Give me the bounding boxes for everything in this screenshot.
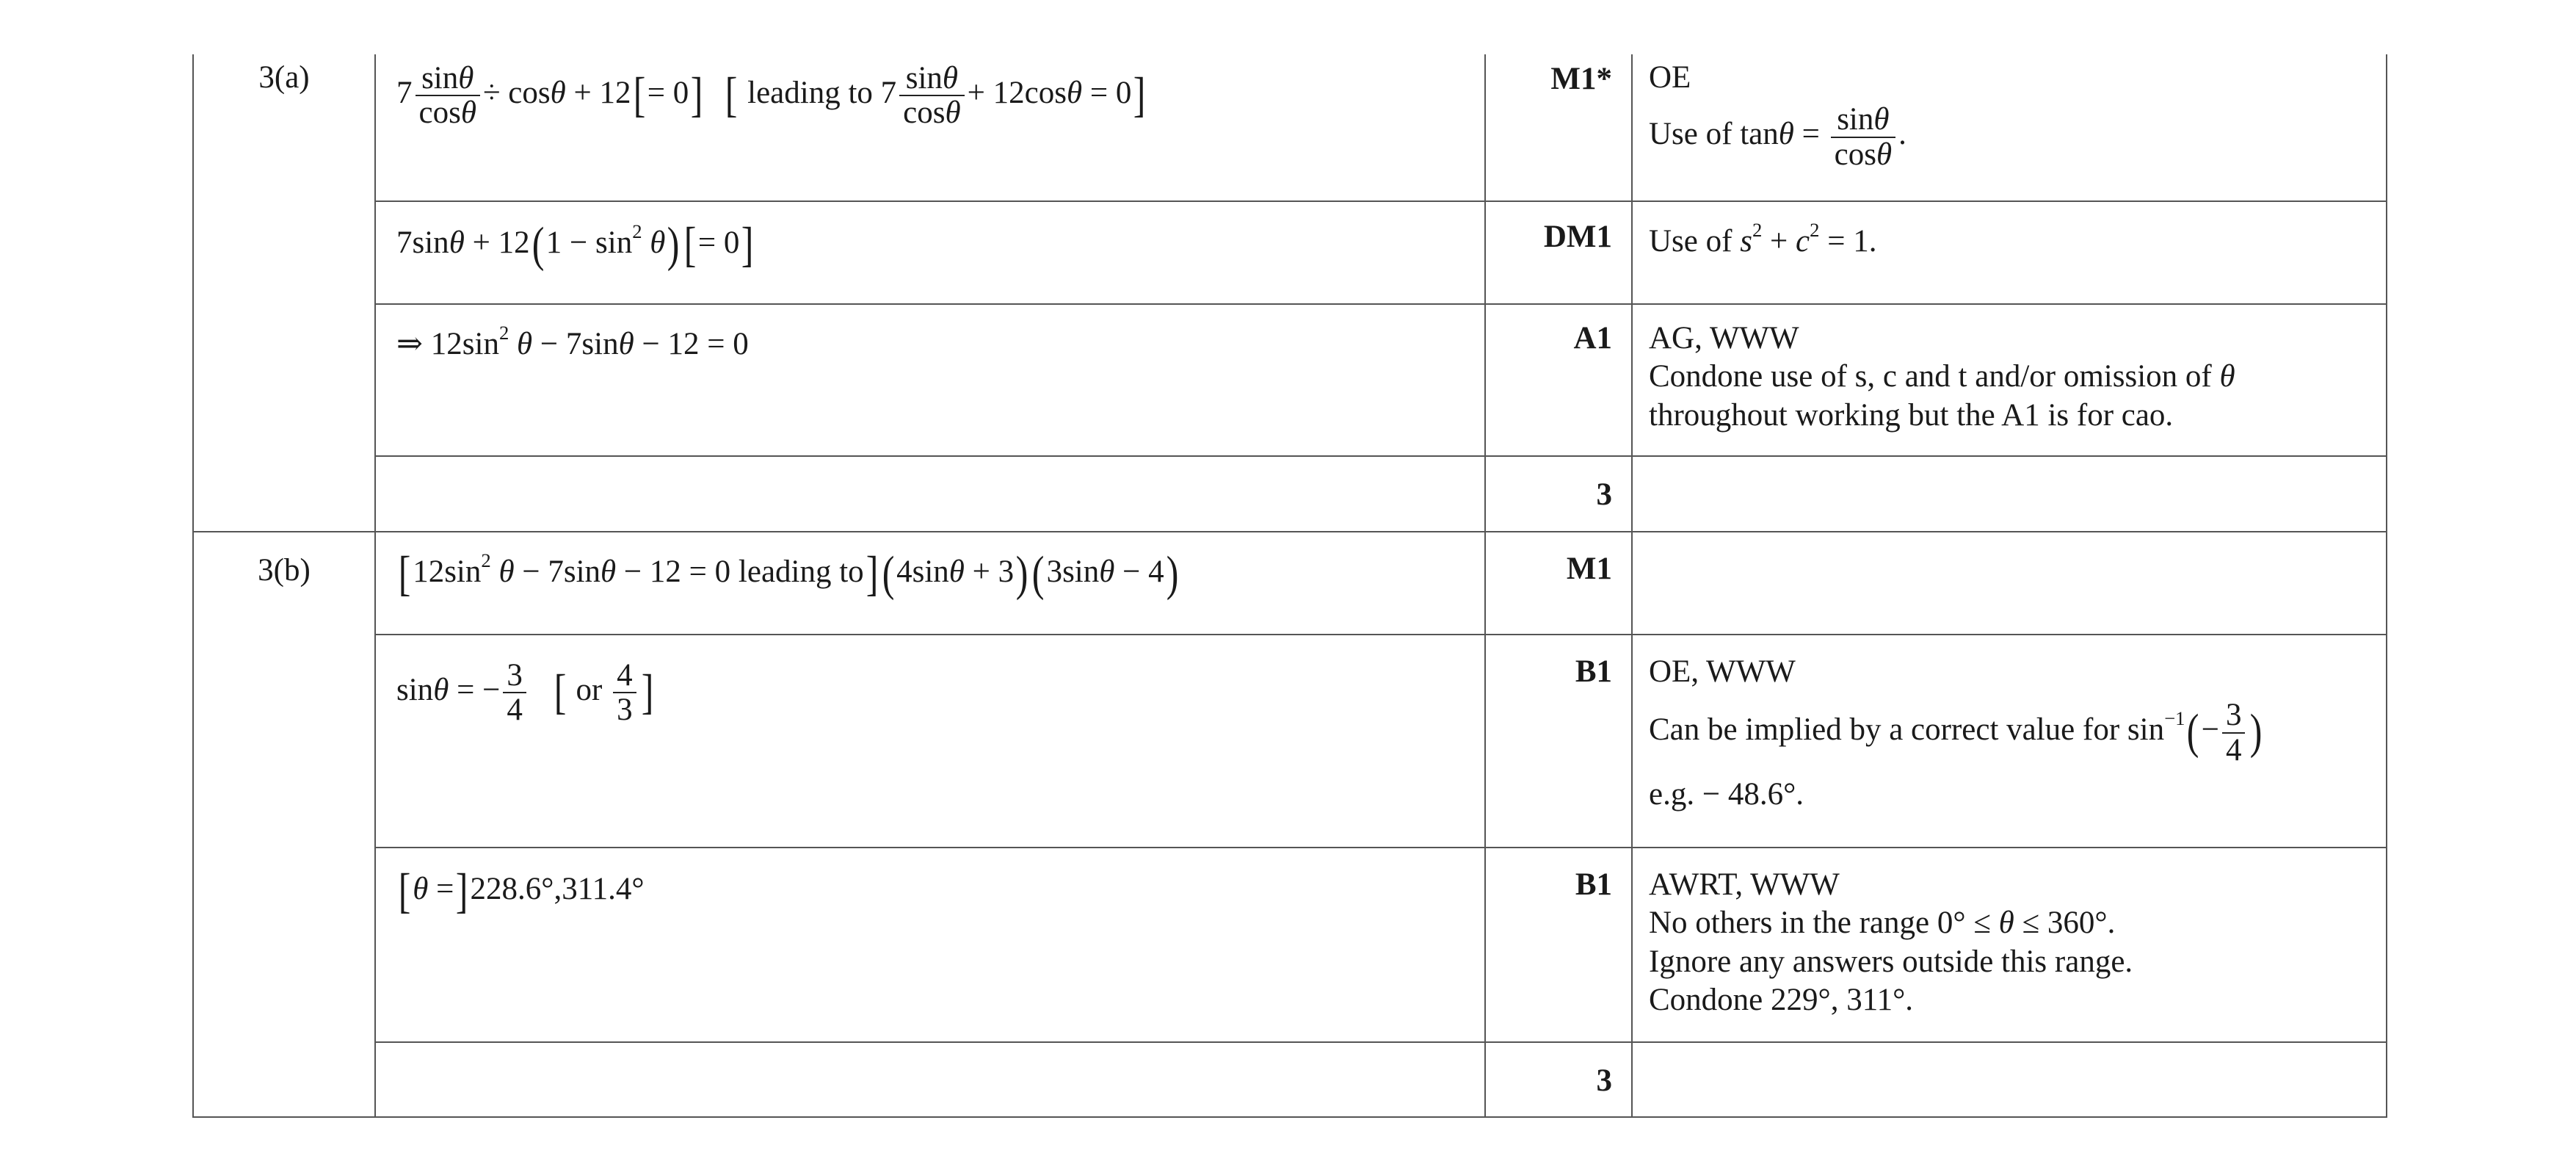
- answer-cell: [375, 635, 1485, 848]
- guidance-text: AWRT, WWW: [1649, 867, 1840, 902]
- guidance-cell: [1632, 848, 2387, 1042]
- mark-code: B1: [1485, 848, 1632, 1042]
- guidance-text: Use of tanθ = $\frac{\sin\theta}{\cos\theta}$ .: [1649, 102, 1906, 172]
- table-row: [193, 304, 2387, 456]
- table-row: [193, 201, 2387, 304]
- table-row: [193, 848, 2387, 1042]
- guidance-cell: [1632, 1042, 2387, 1117]
- answer-math: $7\sin\theta + 12(1 - \sin^2 \theta)[= 0]$: [396, 218, 754, 272]
- answer-cell: [375, 456, 1485, 532]
- answer-math: [$12\sin^2$ θ − 7sinθ − 12 = 0 leading to](4sinθ + 3)(3sinθ − 4): [398, 547, 1179, 601]
- answer-math: sinθ = − $\frac{3}{4}$ [ or $\frac{4}{3}$ ]: [396, 658, 654, 728]
- guidance-cell: [1632, 456, 2387, 532]
- answer-math: ⇒ $12\sin^2$ θ − 7sinθ − 12 = 0: [396, 322, 749, 361]
- guidance-cell: [1632, 635, 2387, 848]
- answer-cell: [375, 201, 1485, 304]
- total-marks: 3: [1485, 1042, 1632, 1117]
- table-row: [193, 532, 2387, 635]
- guidance-text: Ignore any answers outside this range.: [1649, 944, 2133, 979]
- mark-code: A1: [1485, 304, 1632, 456]
- guidance-cell: [1632, 54, 2387, 201]
- guidance-text: Can be implied by a correct value for $\sin^{-1}(-$ $\frac{3}{4}$ ): [1649, 698, 2263, 767]
- answer-math: [θ =]228.6°,311.4°: [398, 864, 645, 918]
- mark-code: M1*: [1485, 54, 1632, 201]
- table-row: [193, 456, 2387, 532]
- question-number: 3(a): [193, 54, 375, 532]
- guidance-cell: [1632, 532, 2387, 635]
- answer-cell: [375, 1042, 1485, 1117]
- guidance-cell: [1632, 304, 2387, 456]
- table-row: [193, 635, 2387, 848]
- answer-cell: [375, 54, 1485, 201]
- leading-to-text: leading to: [738, 554, 864, 590]
- guidance-text: AG, WWW: [1649, 321, 1799, 355]
- total-marks: 3: [1485, 456, 1632, 532]
- mark-code: M1: [1485, 532, 1632, 635]
- table-row: [193, 54, 2387, 201]
- guidance-cell: Use of $s^2 + c^2 = 1$.: [1632, 201, 2387, 304]
- guidance-text: OE: [1649, 60, 1691, 95]
- mark-code: DM1: [1485, 201, 1632, 304]
- guidance-text: throughout working but the A1 is for cao.: [1649, 397, 2174, 433]
- mark-scheme-table: [192, 54, 2387, 1118]
- answer-cell: [375, 532, 1485, 635]
- guidance-text: Use of: [1649, 224, 1733, 259]
- answer-cell: [375, 848, 1485, 1042]
- guidance-text: Condone use of s, c and t and/or omission of θ: [1649, 359, 2235, 394]
- question-number: 3(b): [193, 532, 375, 1117]
- guidance-text: No others in the range 0° ≤ θ ≤ 360°.: [1649, 906, 2116, 941]
- answer-cell: [375, 304, 1485, 456]
- answer-math: 7 $\frac{\sin\theta}{\cos\theta}$ ÷ cosθ + 12[= 0] [ leading to 7 $\frac{\sin\theta}{\cos\theta}$ + 12cosθ = 0]: [396, 61, 1146, 131]
- guidance-text: OE, WWW: [1649, 654, 1796, 689]
- leading-to-text: leading to: [747, 76, 873, 111]
- mark-code: B1: [1485, 635, 1632, 848]
- table-row: [193, 1042, 2387, 1117]
- guidance-text: Condone 229°, 311°.: [1649, 983, 1914, 1018]
- guidance-text: e.g. − 48.6°.: [1649, 776, 1804, 812]
